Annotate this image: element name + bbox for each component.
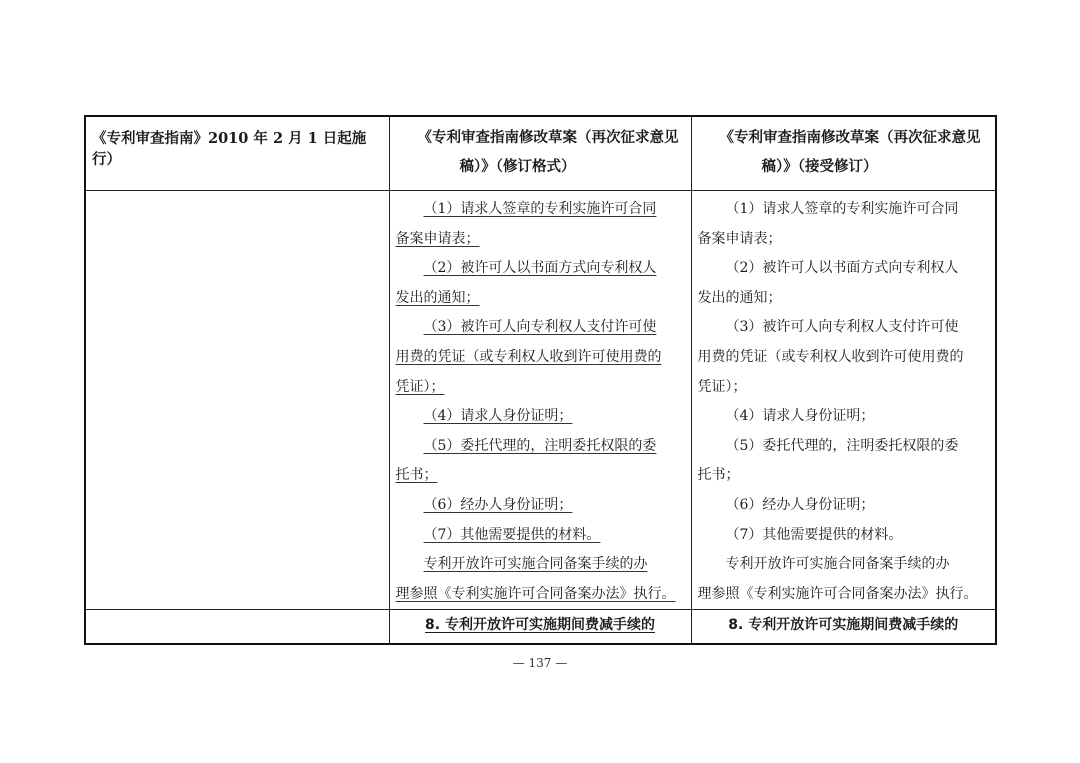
paragraph-line: （3）被许可人向专利权人支付许可使 (725, 319, 959, 336)
paragraph-line: （1）请求人签章的专利实施许可合同 (725, 201, 959, 217)
tracked-text-cell (389, 191, 691, 610)
paragraph-line: （5）委托代理的，注明委托权限的委 (725, 437, 959, 454)
header-original-guideline: 《专利审查指南》2010 年 2 月 1 日起施行） (85, 116, 389, 191)
paragraph-line: （5）委托代理的，注明委托权限的委 (423, 437, 657, 454)
header-revision-accepted: 《专利审查指南修改草案（再次征求意见 稿）》（接受修订） (691, 116, 996, 191)
paragraph-line: 发出的通知； (395, 289, 480, 306)
paragraph-line: （2）被许可人以书面方式向专利权人 (423, 260, 657, 277)
paragraph-line: 凭证）； (395, 378, 445, 395)
next-section-row (85, 610, 996, 645)
paragraph-line: （4）请求人身份证明； (423, 408, 573, 425)
next-original-cell (85, 610, 389, 645)
paragraph-line: 用费的凭证（或专利权人收到许可使用费的 (697, 348, 964, 365)
paragraph-line: 备案申请表； (697, 230, 782, 247)
paragraph-line: （4）请求人身份证明； (725, 408, 875, 425)
comparison-table (84, 115, 997, 645)
page-number: — 137 — (512, 656, 568, 670)
paragraph-line: 理参照《专利实施许可合同备案办法》执行。 (395, 585, 676, 602)
paragraph-line: 凭证）； (697, 378, 747, 395)
paragraph-line: （7）其他需要提供的材料。 (423, 526, 601, 543)
accepted-text-cell (691, 191, 996, 610)
paragraph-line: 托书； (697, 467, 740, 484)
tracked-insertions (390, 191, 691, 609)
paragraph-line: 专利开放许可实施合同备案手续的办 (423, 556, 648, 573)
paragraph-line: 理参照《专利实施许可合同备案办法》执行。 (697, 585, 978, 602)
paragraph-line: 托书； (395, 467, 438, 484)
paragraph-line: （1）请求人签章的专利实施许可合同 (423, 201, 657, 217)
paragraph-line: （7）其他需要提供的材料。 (725, 526, 903, 543)
paragraph-line: 备案申请表； (395, 230, 480, 247)
paragraph-line: （6）经办人身份证明； (725, 496, 875, 513)
header-row (85, 116, 996, 191)
next-heading-accepted: 8. 专利开放许可实施期间费减手续的 (691, 610, 996, 645)
accepted-text (692, 191, 996, 609)
original-text-cell (85, 191, 389, 610)
paragraph-line: 用费的凭证（或专利权人收到许可使用费的 (395, 348, 662, 365)
paragraph-line: 发出的通知； (697, 289, 782, 306)
content-row (85, 191, 996, 610)
paragraph-line: 专利开放许可实施合同备案手续的办 (725, 556, 950, 573)
paragraph-line: （6）经办人身份证明； (423, 496, 573, 513)
paragraph-line: （3）被许可人向专利权人支付许可使 (423, 319, 657, 336)
next-heading-tracked: 8. 专利开放许可实施期间费减手续的 (389, 610, 691, 645)
paragraph-line: （2）被许可人以书面方式向专利权人 (725, 260, 959, 277)
header-revision-tracked: 《专利审查指南修改草案（再次征求意见 稿）》（修订格式） (389, 116, 691, 191)
